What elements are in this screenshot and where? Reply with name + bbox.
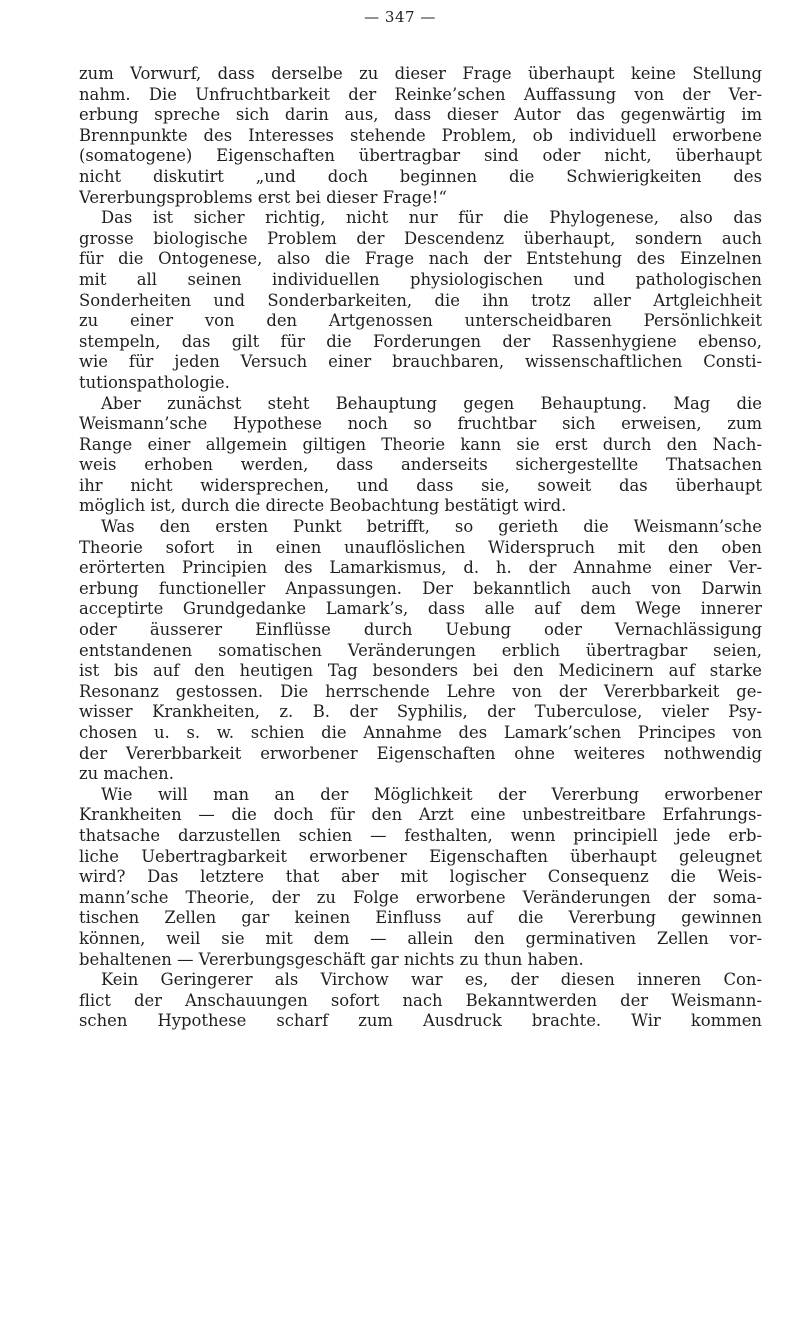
text-line: Kein Geringerer als Virchow war es, der diesen inneren Con- (101, 970, 762, 990)
text-line: erbung spreche sich darin aus, dass dieser Autor das gegenwärtig im (79, 105, 762, 125)
text-line: ist bis auf den heutigen Tag besonders bei den Medicinern auf starke (79, 661, 762, 681)
page-number: — 347 — (364, 8, 436, 26)
text-line: der Vererbbarkeit erworbener Eigenschaften ohne weiteres nothwendig (79, 743, 762, 763)
text-line: behaltenen — Vererbungsgeschäft gar nichts zu thun haben. (79, 949, 584, 969)
text-line: wie für jeden Versuch einer brauchbaren, wissenschaftlichen Consti- (79, 352, 762, 372)
text-line: mann’sche Theorie, der zu Folge erworbene Veränderungen der soma- (79, 887, 762, 907)
text-line: grosse biologische Problem der Descendenz überhaupt, sondern auch (79, 228, 762, 248)
text-line: flict der Anschauungen sofort nach Bekanntwerden der Weismann- (79, 990, 762, 1010)
text-line: Wie will man an der Möglichkeit der Vererbung erworbener (101, 784, 762, 804)
text-line: Range einer allgemein giltigen Theorie kann sie erst durch den Nach- (79, 434, 762, 454)
text-line: wird? Das letztere that aber mit logischer Consequenz die Weis- (79, 867, 762, 887)
text-line: tutionspathologie. (79, 372, 230, 392)
text-line: möglich ist, durch die directe Beobachtung bestätigt wird. (79, 496, 567, 516)
text-line: chosen u. s. w. schien die Annahme des Lamark’schen Principes von (79, 723, 762, 742)
text-line: zu machen. (79, 764, 174, 784)
text-line: liche Uebertragbarkeit erworbener Eigenschaften überhaupt geleugnet (79, 846, 762, 866)
text-line: tischen Zellen gar keinen Einfluss auf die Vererbung gewinnen (79, 908, 762, 928)
text-line: Theorie sofort in einen unauflöslichen Widerspruch mit den oben (79, 537, 762, 557)
text-line: thatsache darzustellen schien — festhalten, wenn principiell jede erb- (79, 825, 762, 845)
text-line: ihr nicht widersprechen, und dass sie, soweit das überhaupt (79, 475, 762, 495)
text-line: schen Hypothese scharf zum Ausdruck brachte. Wir kommen (79, 1011, 762, 1031)
text-line: erörterten Principien des Lamarkismus, d. h. der Annahme einer Ver- (79, 558, 762, 578)
text-line: nahm. Die Unfruchtbarkeit der Reinke’schen Auffassung von der Ver- (79, 84, 762, 104)
text-line: mit all seinen individuellen physiologischen und pathologischen (79, 269, 762, 289)
text-line: stempeln, das gilt für die Forderungen der Rassenhygiene ebenso, (79, 331, 762, 351)
text-line: zu einer von den Artgenossen unterscheidbaren Persönlichkeit (79, 311, 762, 331)
text-line: wisser Krankheiten, z. B. der Syphilis, der Tuberculose, vieler Psy- (79, 702, 762, 722)
text-line: Das ist sicher richtig, nicht nur für die Phylogenese, also das (101, 208, 762, 228)
text-line: Sonderheiten und Sonderbarkeiten, die ihn trotz aller Artgleichheit (79, 290, 762, 310)
text-line: zum Vorwurf, dass derselbe zu dieser Frage überhaupt keine Stellung (79, 64, 762, 83)
text-line: können, weil sie mit dem — allein den germinativen Zellen vor- (79, 928, 762, 948)
text-line: Aber zunächst steht Behauptung gegen Behauptung. Mag die (101, 393, 762, 413)
text-line: Was den ersten Punkt betrifft, so gerieth die Weismann’sche (101, 517, 762, 537)
text-line: Weismann’sche Hypothese noch so fruchtbar sich erweisen, zum (79, 414, 762, 434)
text-line: (somatogene) Eigenschaften übertragbar sind oder nicht, überhaupt (79, 146, 762, 166)
text-line: nicht diskutirt „und doch beginnen die Schwierigkeiten des (79, 166, 762, 186)
text-line: Vererbungsproblems erst bei dieser Frage!“ (79, 187, 447, 207)
text-line: Krankheiten — die doch für den Arzt eine unbestreitbare Erfahrungs- (79, 805, 762, 825)
text-line: Resonanz gestossen. Die herrschende Lehre von der Vererbbarkeit ge- (79, 681, 762, 701)
text-line: erbung functioneller Anpassungen. Der bekanntlich auch von Darwin (79, 578, 762, 598)
text-line: entstandenen somatischen Veränderungen erblich übertragbar seien, (79, 640, 762, 660)
text-line: weis erhoben werden, dass anderseits sichergestellte Thatsachen (79, 455, 762, 475)
text-line: acceptirte Grundgedanke Lamark’s, dass alle auf dem Wege innerer (79, 599, 762, 619)
text-line: für die Ontogenese, also die Frage nach der Entstehung des Einzelnen (79, 249, 762, 269)
text-line: Brennpunkte des Interesses stehende Problem, ob individuell erworbene (79, 125, 762, 145)
body-text (79, 64, 762, 1032)
text-line: oder äusserer Einflüsse durch Uebung oder Vernachlässigung (79, 620, 762, 640)
